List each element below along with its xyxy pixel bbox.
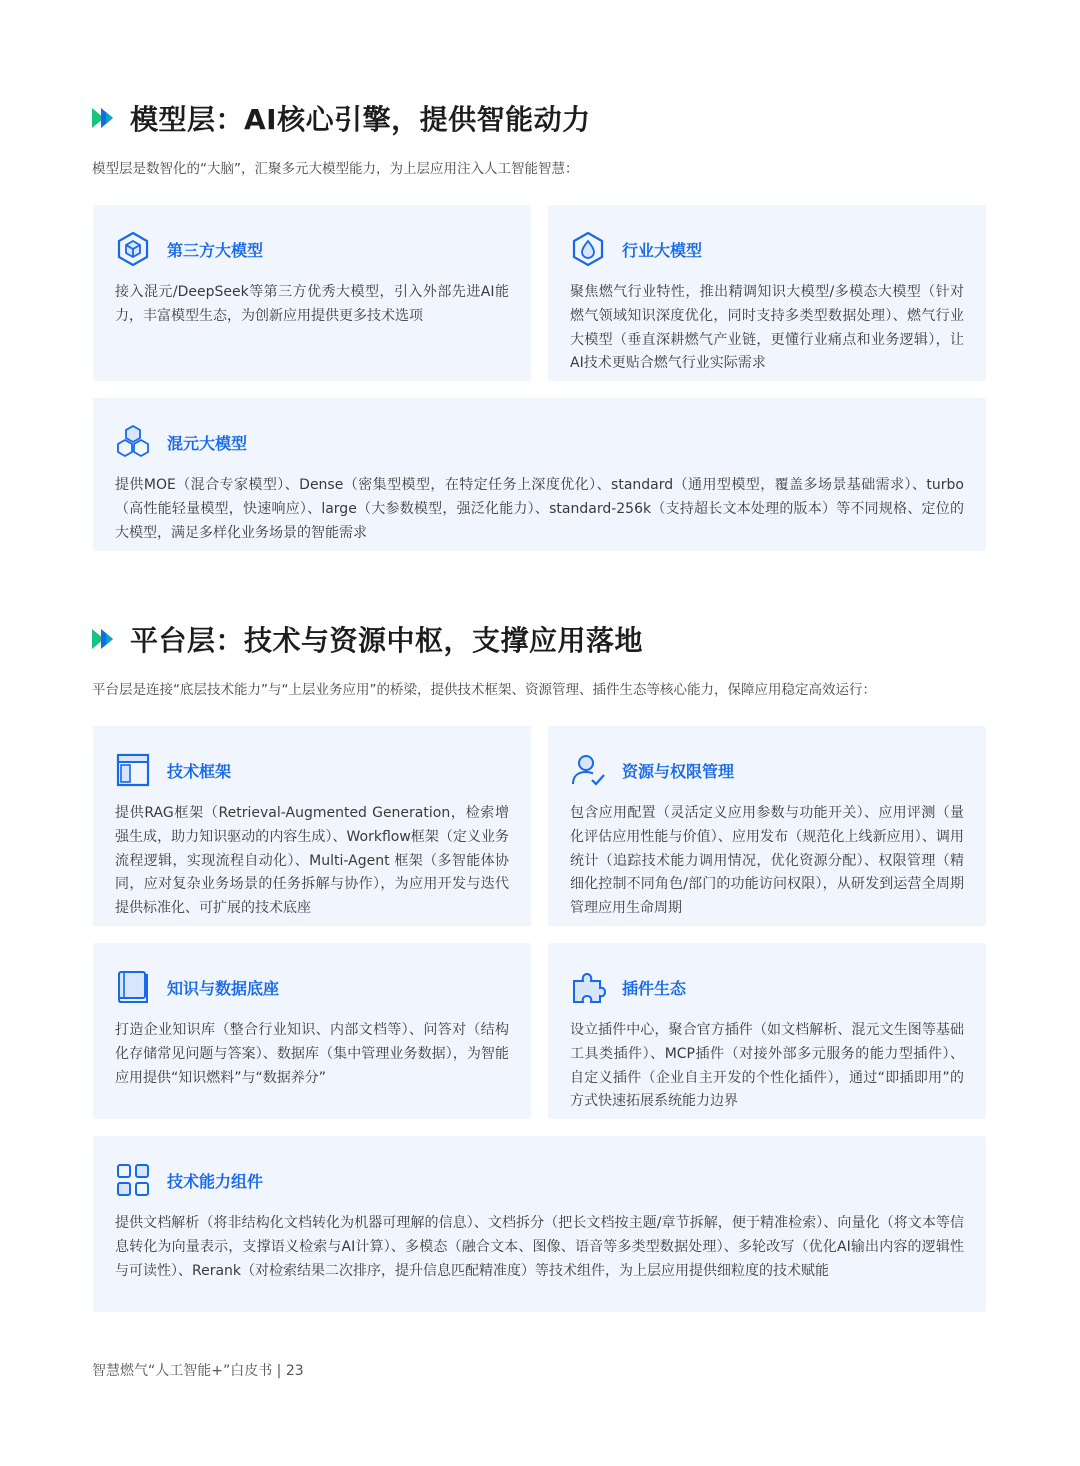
card-body: 聚焦燃气行业特性，推出精调知识大模型/多模态大模型（针对燃气领域知识深度优化，同时支持多类型数据处理）、燃气行业大模型（垂直深耕燃气产业链，更懂行业痛点和业务逻辑），让AI技术更贴合燃气行业实际需求 xyxy=(570,284,964,372)
card-title: 第三方大模型 xyxy=(167,240,264,260)
card-body: 提供文档解析（将非结构化文档转化为机器可理解的信息）、文档拆分（把长文档按主题/章节拆解，便于精准检索）、向量化（将文本等信息转化为向量表示，支撑语义检索与AI计算）、多模态（融合文本、图像、语音等多类型数据处理）、多轮改写（优化AI输出内容的逻辑性与可读性）、Rerank（对检索结果二次排序，提升信息匹配精准度）等技术组件，为上层应用提供细粒度的技术赋能 xyxy=(115,1215,964,1279)
card-title: 资源与权限管理 xyxy=(622,761,735,781)
card-body: 提供RAG框架（Retrieval-Augmented Generation，检索增强生成，助力知识驱动的内容生成）、Workflow框架（定义业务流程逻辑，实现流程自动化）、Multi-Agent 框架（多智能体协同，应对复杂业务场景的任务拆解与协作），为应用开发与迭代提供标准化、可扩展的技术底座 xyxy=(115,805,509,917)
cube-icon xyxy=(115,231,151,267)
cubes-icon xyxy=(115,424,151,460)
card-title: 技术能力组件 xyxy=(167,1171,264,1191)
section-title-platform-layer xyxy=(92,619,643,659)
card-body: 包含应用配置（灵活定义应用参数与功能开关）、应用评测（量化评估应用性能与价值）、应用发布（规范化上线新应用）、调用统计（追踪技术能力调用情况，优化资源分配）、权限管理（精细化控制不同角色/部门的功能访问权限），从研发到运营全周期管理应用生命周期 xyxy=(570,805,964,917)
card-third-party-model xyxy=(93,205,531,381)
card-body: 设立插件中心，聚合官方插件（如文档解析、混元文生图等基础工具类插件）、MCP插件（对接外部多元服务的能力型插件）、自定义插件（企业自主开发的个性化插件），通过“即插即用”的方式快速拓展系统能力边界 xyxy=(570,1022,964,1110)
card-resource-permission xyxy=(548,726,986,926)
card-tech-components xyxy=(93,1136,986,1312)
card-knowledge-data xyxy=(93,943,531,1119)
grid-icon xyxy=(115,1162,151,1198)
card-title: 行业大模型 xyxy=(622,240,703,260)
section-title-model-layer xyxy=(92,98,591,138)
user-check-icon xyxy=(570,752,606,788)
puzzle-icon xyxy=(570,969,606,1005)
card-plugin-ecosystem xyxy=(548,943,986,1119)
page-footer: 智慧燃气“人工智能+”白皮书 | 23 xyxy=(92,1363,304,1379)
card-title: 技术框架 xyxy=(167,761,232,781)
card-body: 提供MOE（混合专家模型）、Dense（密集型模型，在特定任务上深度优化）、standard（通用型模型，覆盖多场景基础需求）、turbo（高性能轻量模型，快速响应）、large（大参数模型，强泛化能力）、standard-256k（支持超长文本处理的版本）等不同规格、定位的大模型，满足多样化业务场景的智能需求 xyxy=(115,477,964,541)
section-desc-model-layer: 模型层是数智化的“大脑”，汇聚多元大模型能力，为上层应用注入人工智能智慧： xyxy=(92,161,579,177)
card-tech-framework xyxy=(93,726,531,926)
card-body: 打造企业知识库（整合行业知识、内部文档等）、问答对（结构化存储常见问题与答案）、数据库（集中管理业务数据），为智能应用提供“知识燃料”与“数据养分” xyxy=(115,1022,509,1086)
layout-icon xyxy=(115,752,151,788)
card-body: 接入混元/DeepSeek等第三方优秀大模型，引入外部先进AI能力，丰富模型生态，为创新应用提供更多技术选项 xyxy=(115,284,509,324)
section-desc-platform-layer: 平台层是连接“底层技术能力”与“上层业务应用”的桥梁，提供技术框架、资源管理、插件生态等核心能力，保障应用稳定高效运行： xyxy=(92,682,876,698)
book-icon xyxy=(115,969,151,1005)
section-title-text: 模型层：AI核心引擎，提供智能动力 xyxy=(130,103,591,136)
card-hunyuan-model xyxy=(93,398,986,551)
section-title-text: 平台层：技术与资源中枢，支撑应用落地 xyxy=(130,624,644,657)
card-title: 知识与数据底座 xyxy=(167,978,280,998)
double-arrow-icon xyxy=(92,627,120,651)
drop-icon xyxy=(570,231,606,267)
card-industry-model xyxy=(548,205,986,381)
card-title: 插件生态 xyxy=(622,978,687,998)
card-title: 混元大模型 xyxy=(167,433,248,453)
double-arrow-icon xyxy=(92,106,120,130)
